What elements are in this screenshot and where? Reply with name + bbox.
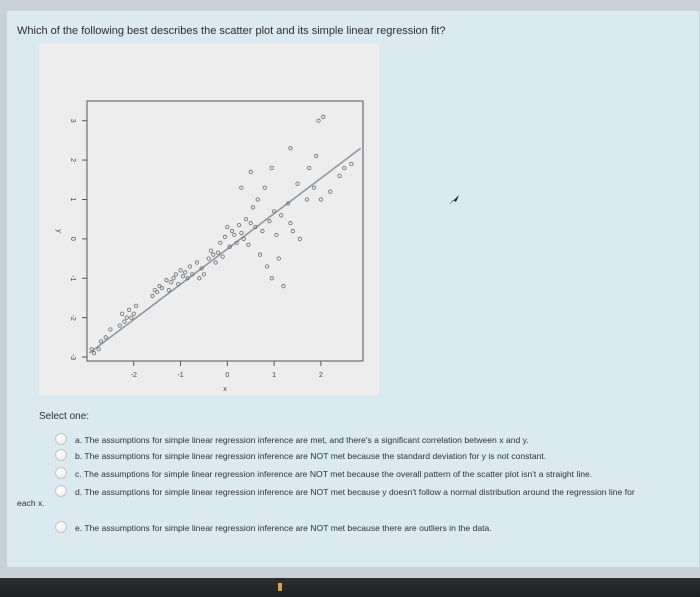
scatter-point — [279, 214, 282, 217]
scatter-point — [202, 273, 205, 276]
select-one-prompt: Select one: — [39, 411, 90, 422]
scatter-point — [315, 154, 318, 157]
question-card — [6, 10, 700, 568]
scatter-point — [240, 231, 243, 234]
scatter-point — [322, 115, 325, 118]
scatter-point — [305, 198, 308, 201]
scatter-point — [132, 312, 135, 315]
scatter-point — [188, 265, 191, 268]
scatter-plot-figure — [39, 43, 379, 395]
scatter-point — [209, 249, 212, 252]
y-tick-label: 3 — [69, 118, 77, 123]
scatter-point — [270, 166, 273, 169]
scatter-point — [263, 186, 266, 189]
scatter-point — [258, 253, 261, 256]
y-tick-label: -1 — [69, 275, 77, 282]
scatter-point — [317, 119, 320, 122]
scatter-point — [216, 251, 219, 254]
scatter-point — [167, 288, 170, 291]
radio-option-c[interactable] — [55, 467, 67, 479]
scatter-point — [155, 290, 158, 293]
scatter-point — [277, 257, 280, 260]
scatter-point — [275, 233, 278, 236]
option-d-label[interactable]: d. The assumptions for simple linear regression inference are NOT met because y doesn't follow a normal distribution around the regression line for each x. — [17, 487, 635, 508]
scatter-point — [338, 174, 341, 177]
scatter-point — [123, 320, 126, 323]
scatter-point — [109, 328, 112, 331]
scatter-point — [308, 166, 311, 169]
scatter-point — [172, 277, 175, 280]
scatter-point — [174, 273, 177, 276]
y-tick-label: -3 — [69, 353, 77, 361]
scatter-point — [97, 347, 100, 350]
scatter-point — [350, 162, 353, 165]
scatter-point — [170, 281, 173, 284]
option-a-label[interactable]: a. The assumptions for simple linear regression inference are met, and there's a significant correlation between x and y. — [75, 435, 529, 445]
scatter-point — [195, 261, 198, 264]
x-tick-label: 1 — [272, 372, 277, 379]
x-tick-label: -1 — [177, 372, 184, 379]
bottom-taskbar — [0, 578, 700, 597]
scatter-point — [230, 229, 233, 232]
scatter-point — [289, 147, 292, 150]
y-tick-label: 0 — [69, 236, 77, 241]
scatter-point — [265, 265, 268, 268]
scatter-point — [223, 235, 226, 238]
scatter-point — [249, 170, 252, 173]
x-axis-label: x — [223, 386, 227, 393]
radio-option-a[interactable] — [55, 433, 67, 445]
scatter-point — [184, 271, 187, 274]
scatter-point — [92, 351, 95, 354]
radio-option-e[interactable] — [55, 521, 67, 533]
scatter-point — [212, 253, 215, 256]
scatter-point — [127, 308, 130, 311]
y-tick-label: -2 — [69, 314, 77, 321]
scatter-point — [198, 277, 201, 280]
scatter-point — [256, 198, 259, 201]
option-e-label[interactable]: e. The assumptions for simple linear regression inference are NOT met because there are outliers in the data. — [75, 523, 492, 533]
y-axis-label: y — [55, 229, 62, 233]
taskbar-indicator — [278, 583, 282, 591]
scatter-point — [160, 286, 163, 289]
scatter-point — [237, 223, 240, 226]
scatter-point — [268, 219, 271, 222]
scatter-point — [99, 340, 102, 343]
scatter-point — [312, 186, 315, 189]
scatter-point — [151, 294, 154, 297]
scatter-point — [120, 312, 123, 315]
scatter-point — [298, 237, 301, 240]
scatter-point — [134, 304, 137, 307]
scatter-point — [207, 257, 210, 260]
scatter-point — [289, 221, 292, 224]
y-tick-label: 1 — [69, 197, 77, 202]
x-tick-label: 0 — [225, 372, 230, 379]
question-text: Which of the following best describes the scatter plot and its simple linear regression fit? — [17, 25, 446, 37]
scatter-point — [329, 190, 332, 193]
scatter-point — [319, 198, 322, 201]
scatter-point — [125, 316, 128, 319]
scatter-point — [233, 233, 236, 236]
scatter-point — [249, 221, 252, 224]
scatter-point — [272, 210, 275, 213]
scatter-point — [244, 217, 247, 220]
scatter-point — [251, 206, 254, 209]
scatter-point — [270, 277, 273, 280]
scatter-point — [247, 243, 250, 246]
plot-frame — [87, 101, 363, 361]
x-tick-label: 2 — [318, 372, 323, 379]
mouse-cursor-icon — [447, 193, 461, 207]
scatter-point — [226, 225, 229, 228]
scatter-point — [181, 275, 184, 278]
scatter-point — [240, 186, 243, 189]
scatter-point — [242, 237, 245, 240]
scatter-point — [296, 182, 299, 185]
scatter-point — [179, 269, 182, 272]
scatter-point — [214, 261, 217, 264]
scatter-point — [343, 166, 346, 169]
radio-option-b[interactable] — [55, 449, 67, 461]
regression-line — [89, 148, 360, 353]
option-c-label[interactable]: c. The assumptions for simple linear regression inference are NOT met because the overall pattern of the scatter plot isn't a straight line. — [75, 469, 593, 479]
y-tick-label: 2 — [69, 158, 77, 163]
scatter-point — [282, 284, 285, 287]
scatter-point — [221, 255, 224, 258]
scatter-point — [219, 241, 222, 244]
scatter-point — [165, 279, 168, 282]
scatter-point — [291, 229, 294, 232]
scatter-plot-svg — [39, 43, 379, 395]
scatter-point — [104, 336, 107, 339]
scatter-point — [130, 316, 133, 319]
scatter-point — [261, 229, 264, 232]
scatter-point — [118, 324, 121, 327]
option-b-label[interactable]: b. The assumptions for simple linear regression inference are NOT met because the standard deviation for y is not constant. — [75, 451, 547, 461]
x-tick-label: -2 — [130, 372, 137, 379]
